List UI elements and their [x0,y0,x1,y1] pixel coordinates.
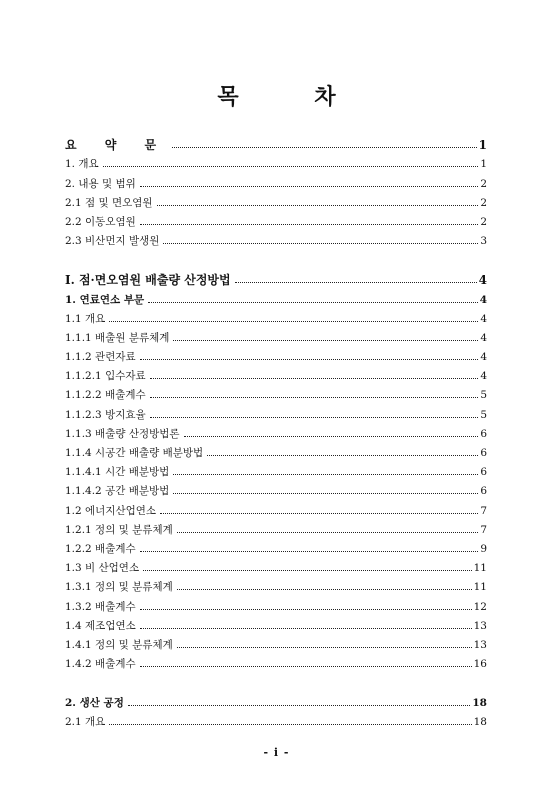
toc-entry[interactable] [65,382,487,401]
toc-entry[interactable] [65,478,487,497]
toc-entry[interactable] [65,555,487,574]
toc-entry[interactable] [65,517,487,536]
toc-entry-page: 4 [478,273,487,288]
toc-entry-label: 1.1.4.2 공간 배분방법 [65,485,170,498]
toc-entry[interactable] [65,209,487,228]
toc-entry-label: 1.3 비 산업연소 [65,562,140,575]
toc-entry-page: 2 [480,177,487,190]
dot-leader [173,493,478,494]
toc-entry[interactable] [65,651,487,670]
toc-entry-label: 1.1.1 배출원 분류체계 [65,331,170,344]
toc-entry-label: 1.4 제조업연소 [65,619,136,632]
toc-entry[interactable] [65,440,487,459]
page-title: 목 차 [217,84,370,110]
toc-entry[interactable] [65,170,487,189]
dot-leader [128,705,471,706]
toc-entry[interactable] [65,536,487,555]
toc-entry-label: 1.1.2.2 배출계수 [65,389,146,402]
toc-entry-label: 요 약 문 [65,138,169,153]
dot-leader [150,417,479,418]
dot-leader [184,436,479,437]
toc-entry-page: 7 [480,523,487,536]
toc-entry-page: 4 [479,293,487,306]
toc-group-chapter2 [65,690,487,728]
toc-entry[interactable] [65,325,487,344]
toc-entry-page: 4 [480,312,487,325]
toc-entry-label: 1.1.2.3 방지효율 [65,408,146,421]
toc-group-summary [65,132,487,247]
toc-entry-page: 4 [480,351,487,364]
toc-entry[interactable] [65,690,487,709]
dot-leader [160,513,478,514]
toc-entry-label: 1.3.2 배출계수 [65,600,136,613]
toc-entry-label: 1.1.4.1 시간 배분방법 [65,466,170,479]
toc-entry-page: 1 [480,158,487,171]
toc-entry-label: 2.1 개요 [65,716,106,729]
dot-leader [177,532,479,533]
toc-entry-page: 6 [480,427,487,440]
toc-entry[interactable] [65,632,487,651]
toc-entry[interactable] [65,190,487,209]
dot-leader [173,474,478,475]
dot-leader [140,666,472,667]
dot-leader [109,724,471,725]
dot-leader [172,147,477,148]
toc-entry-page: 6 [480,485,487,498]
page-number: - i - [263,746,290,759]
toc-entry-label: 1. 개요 [65,158,99,171]
dot-leader [140,359,479,360]
toc-entry-page: 2 [480,196,487,209]
toc-entry-page: 5 [480,408,487,421]
toc-entry[interactable] [65,267,487,286]
toc-entry[interactable] [65,132,487,151]
toc-entry-page: 13 [473,619,487,632]
toc-entry[interactable] [65,593,487,612]
toc-entry-label: 1.1 개요 [65,312,106,325]
toc-entry[interactable] [65,228,487,247]
dot-leader [148,302,478,303]
dot-leader [150,397,479,398]
toc-entry-page: 18 [473,716,487,729]
toc-entry-label: 2.2 이동오염원 [65,215,136,228]
dot-leader [140,609,472,610]
toc-entry[interactable] [65,421,487,440]
toc-entry-label: 1.3.1 정의 및 분류체계 [65,581,173,594]
toc-entry[interactable] [65,363,487,382]
dot-leader [109,321,478,322]
toc-entry-label: 1. 연료연소 부문 [65,293,145,306]
toc-entry-label: 2. 생산 공정 [65,697,124,710]
dot-leader [157,205,479,206]
toc-entry-page: 13 [473,638,487,651]
toc-entry[interactable] [65,497,487,516]
toc-entry[interactable] [65,306,487,325]
toc-entry-label: 1.2.2 배출계수 [65,542,136,555]
toc-entry-page: 1 [478,138,487,153]
toc-entry-label: 1.2.1 정의 및 분류체계 [65,523,173,536]
toc-entry-page: 2 [480,215,487,228]
toc-entry-label: 1.1.2.1 입수자료 [65,370,146,383]
toc-entry[interactable] [65,401,487,420]
dot-leader [140,224,479,225]
dot-leader [140,186,479,187]
toc-entry-page: 4 [480,370,487,383]
toc-entry[interactable] [65,344,487,363]
dot-leader [177,589,472,590]
toc-group-chapter1 [65,267,487,670]
dot-leader [140,551,479,552]
toc-entry-page: 5 [480,389,487,402]
toc-entry-page: 6 [480,466,487,479]
toc-entry-page: 12 [473,600,487,613]
toc-entry[interactable] [65,709,487,728]
dot-leader [150,378,479,379]
toc-entry-label: 1.4.2 배출계수 [65,658,136,671]
toc-entry-label: 1.2 에너지산업연소 [65,504,157,517]
dot-leader [140,628,472,629]
toc-entry-label: 2. 내용 및 범위 [65,177,136,190]
toc-entry-label: 2.3 비산먼지 발생원 [65,235,160,248]
toc-entry-label: 1.1.3 배출량 산정방법론 [65,427,180,440]
dot-leader [143,570,472,571]
dot-leader [163,243,478,244]
dot-leader [235,282,477,283]
toc-entry-page: 11 [473,562,487,575]
toc-entry-label: 1.1.2 관련자료 [65,351,136,364]
toc-entry-page: 18 [472,697,487,710]
toc-entry-page: 4 [480,331,487,344]
toc-entry[interactable] [65,459,487,478]
toc-entry-page: 3 [480,235,487,248]
dot-leader [207,455,478,456]
toc-entry-page: 9 [480,542,487,555]
dot-leader [103,166,479,167]
toc-entry[interactable] [65,286,487,305]
table-of-contents [65,132,487,728]
toc-entry-page: 6 [480,447,487,459]
toc-entry[interactable] [65,613,487,632]
dot-leader [177,647,472,648]
toc-entry-label: 1.1.4 시공간 배출량 배분방법 [65,447,204,459]
dot-leader [173,340,478,341]
toc-entry-page: 7 [480,504,487,517]
toc-entry-page: 11 [473,581,487,594]
toc-entry-label: 1.4.1 정의 및 분류체계 [65,638,173,651]
toc-entry[interactable] [65,574,487,593]
toc-entry-label: 2.1 점 및 면오염원 [65,196,153,209]
toc-entry[interactable] [65,151,487,170]
toc-entry-page: 16 [473,658,487,671]
toc-entry-label: Ⅰ. 점·면오염원 배출량 산정방법 [65,273,231,288]
